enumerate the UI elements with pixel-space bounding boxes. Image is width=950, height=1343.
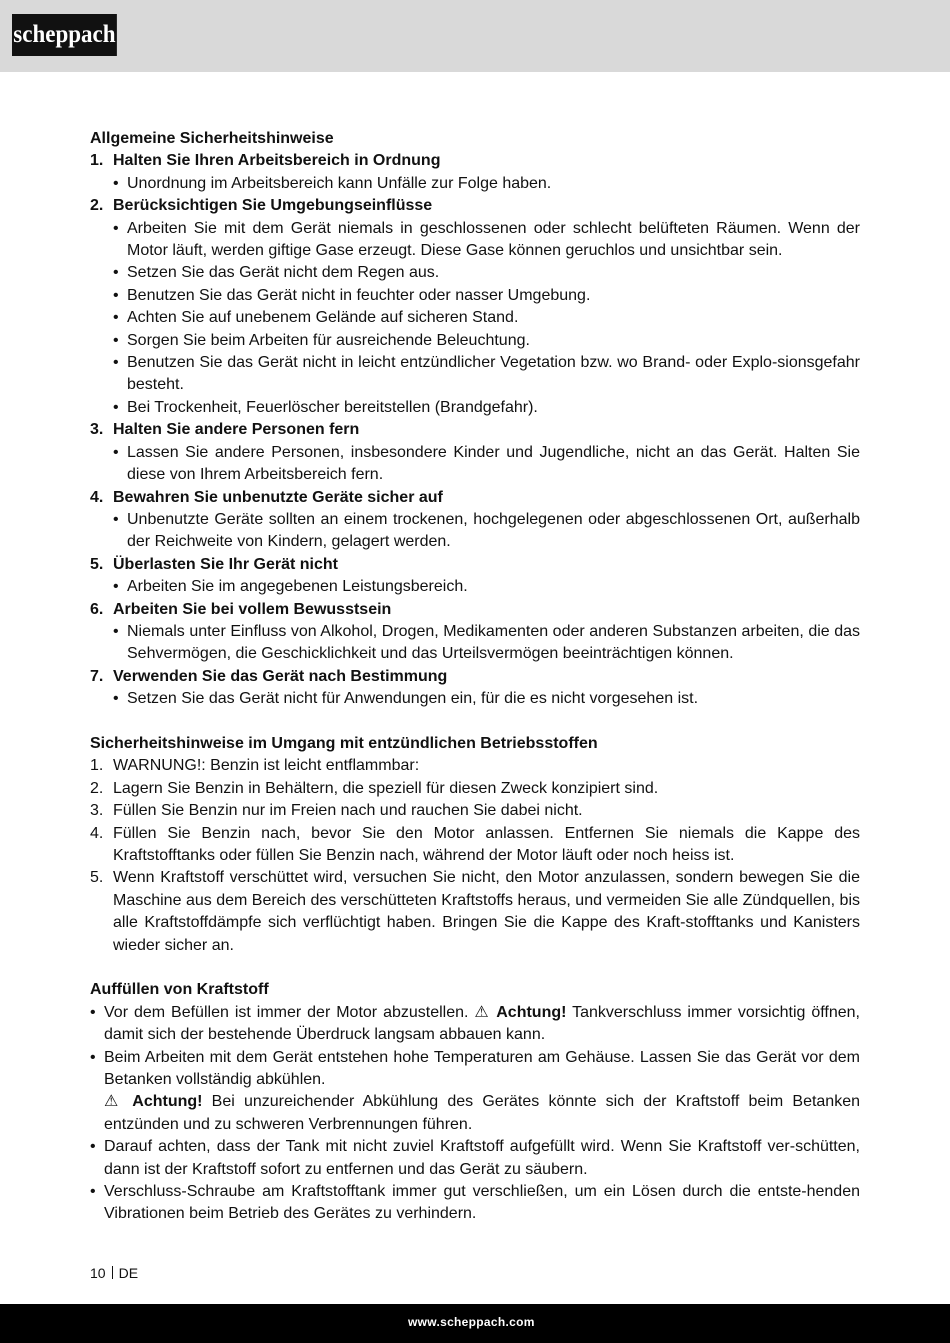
- list-item: • Arbeiten Sie im angegebenen Leistungsbereich.: [113, 576, 860, 598]
- bullet: •: [113, 174, 119, 192]
- bullet: •: [113, 219, 119, 237]
- item-title: Halten Sie andere Personen fern: [113, 421, 360, 439]
- item-number: 2.: [90, 197, 104, 215]
- list-item: 3. Füllen Sie Benzin nur im Freien nach und rauchen Sie dabei nicht.: [90, 800, 860, 822]
- list-item: • Sorgen Sie beim Arbeiten für ausreichende Beleuchtung.: [113, 330, 860, 352]
- numbered-heading: [90, 195, 860, 217]
- list-item: • Niemals unter Einfluss von Alkohol, Drogen, Medikamenten oder anderen Substanzen arbeiten, die das Sehvermögen, die Geschicklichkeit und das Urteilsvermögen beeinträchtigen können.: [113, 622, 860, 663]
- numbered-heading: [90, 554, 860, 576]
- section-title: Allgemeine Sicherheitshinweise: [90, 130, 334, 147]
- list-item: • Achten Sie auf unebenem Gelände auf sicheren Stand.: [113, 307, 860, 329]
- list-item: 2. Lagern Sie Benzin in Behältern, die speziell für diesen Zweck konzipiert sind.: [90, 778, 860, 800]
- bullet: •: [90, 1183, 96, 1201]
- numbered-heading: [90, 599, 860, 621]
- bullet: •: [113, 398, 119, 416]
- item-number: 7.: [90, 667, 104, 685]
- document-body: [90, 128, 860, 1226]
- brand-logo: scheppach: [12, 14, 117, 56]
- item-number: 3.: [90, 802, 104, 820]
- numbered-heading: [90, 487, 860, 509]
- numbered-heading: [90, 150, 860, 172]
- list-item: • Unordnung im Arbeitsbereich kann Unfälle zur Folge haben.: [113, 173, 860, 195]
- item-number: 5.: [90, 869, 104, 887]
- bullet: •: [113, 354, 119, 372]
- list-item: • Darauf achten, dass der Tank mit nicht zuviel Kraftstoff aufgefüllt wird. Wenn Sie Kraftstoff ver-schütten, dann ist der Kraftstoff sofort zu entfernen und das Gerät zu säubern.: [90, 1138, 860, 1178]
- website-link[interactable]: www.scheppach.com: [408, 1315, 535, 1329]
- bullet: •: [113, 443, 119, 461]
- bullet: •: [113, 578, 119, 596]
- list-item: • Benutzen Sie das Gerät nicht in leicht entzündlicher Vegetation bzw. wo Brand- oder Explo-sionsgefahr besteht.: [113, 354, 860, 394]
- bullet: •: [113, 309, 119, 327]
- safety-list: [90, 150, 860, 710]
- warning-label: Achtung!: [132, 1093, 203, 1111]
- list-item: • Unbenutzte Geräte sollten an einem trockenen, hochgelegenen oder abgeschlossenen Ort, außerhalb der Reichweite von Kindern, gelagert werden.: [113, 510, 860, 551]
- warning-icon: ⚠: [474, 1003, 491, 1021]
- item-number: 6.: [90, 600, 104, 618]
- list-item: 1. WARNUNG!: Benzin ist leicht entflammbar:: [90, 755, 860, 777]
- warning-icon: ⚠: [104, 1093, 124, 1111]
- item-number: 4.: [90, 824, 104, 842]
- divider: [112, 1266, 113, 1279]
- list-item: • Arbeiten Sie mit dem Gerät niemals in geschlossenen oder schlecht belüfteten Räumen. Wenn der Motor läuft, werden giftige Gase erzeugt. Diese Gase können geruchlos und unsichtbar sein.: [113, 219, 860, 260]
- item-number: 4.: [90, 488, 104, 506]
- list-item: • Verschluss-Schraube am Kraftstofftank immer gut verschließen, um ein Lösen durch die entste-henden Vibrationen beim Betrieb des Gerätes zu verhindern.: [90, 1183, 860, 1223]
- item-number: 3.: [90, 421, 104, 439]
- item-number: 1.: [90, 757, 104, 775]
- bullet: •: [113, 622, 119, 640]
- item-title: Berücksichtigen Sie Umgebungseinflüsse: [113, 197, 433, 215]
- section-title: Auffüllen von Kraftstoff: [90, 981, 269, 999]
- numbered-heading: [90, 666, 860, 688]
- list-item: • Benutzen Sie das Gerät nicht in feuchter oder nasser Umgebung.: [113, 285, 860, 307]
- bullet: •: [90, 1003, 96, 1021]
- item-title: Halten Sie Ihren Arbeitsbereich in Ordnung: [113, 152, 441, 170]
- bullet: •: [113, 690, 119, 708]
- section-title: Sicherheitshinweise im Umgang mit entzündlichen Betriebsstoffen: [90, 734, 598, 752]
- item-title: Bewahren Sie unbenutzte Geräte sicher auf: [113, 488, 443, 506]
- bullet: •: [113, 331, 119, 349]
- language-code: DE: [118, 1265, 139, 1281]
- list-item: • Setzen Sie das Gerät nicht für Anwendungen ein, für die es nicht vorgesehen ist.: [113, 688, 860, 710]
- list-item: • Setzen Sie das Gerät nicht dem Regen aus.: [113, 262, 860, 284]
- list-item: • Vor dem Befüllen ist immer der Motor abzustellen. ⚠ Achtung! Tankverschluss immer vorsichtig öffnen, damit sich der bestehende Überdruck langsam abbauen kann.: [90, 1003, 860, 1044]
- bullet: •: [113, 286, 119, 304]
- item-title: Verwenden Sie das Gerät nach Bestimmung: [113, 667, 448, 685]
- header-bar: [0, 0, 950, 72]
- list-item: • Lassen Sie andere Personen, insbesondere Kinder und Jugendliche, nicht an das Gerät. Halten Sie diese von Ihrem Arbeitsbereich fern.: [113, 443, 860, 484]
- fuel-safety-list: [90, 755, 860, 957]
- list-item: 5. Wenn Kraftstoff verschüttet wird, versuchen Sie nicht, den Motor anzulassen, sondern bewegen Sie die Maschine aus dem Bereich des verschütteten Kraftstoffs heraus, und vermeiden Sie alle Zündquellen, bis alle Kraftstoffdämpfe sich verflüchtigt haben. Bringen Sie die Kappe des Kraft-stofftanks und Kanisters wieder sicher an.: [90, 869, 860, 954]
- bullet: •: [90, 1138, 96, 1156]
- footer-bar: [0, 1304, 950, 1343]
- item-title: Überlasten Sie Ihr Gerät nicht: [113, 555, 338, 573]
- item-number: 5.: [90, 555, 104, 573]
- warning-note: ⚠ Achtung! Bei unzureichender Abkühlung des Gerätes könnte sich der Kraftstoff beim Betanken entzünden und zu schweren Verbrennungen führen.: [104, 1093, 861, 1133]
- item-title: Arbeiten Sie bei vollem Bewusstsein: [113, 600, 392, 618]
- list-item: • Beim Arbeiten mit dem Gerät entstehen hohe Temperaturen am Gehäuse. Lassen Sie das Gerät vor dem Betanken vollständig abkühlen.: [90, 1048, 860, 1089]
- bullet: •: [90, 1048, 96, 1066]
- warning-label: Achtung!: [496, 1003, 567, 1021]
- page-number: 10 DE: [90, 1265, 139, 1281]
- bullet: •: [113, 264, 119, 282]
- bullet: •: [113, 510, 119, 528]
- item-number: 2.: [90, 779, 104, 797]
- numbered-heading: [90, 419, 860, 441]
- item-number: 1.: [90, 152, 104, 170]
- list-item: • Bei Trockenheit, Feuerlöscher bereitstellen (Brandgefahr).: [113, 397, 860, 419]
- list-item: 4. Füllen Sie Benzin nach, bevor Sie den Motor anlassen. Entfernen Sie niemals die Kappe des Kraftstofftanks oder füllen Sie Benzin nach, während der Motor läuft oder noch heiss ist.: [90, 824, 860, 864]
